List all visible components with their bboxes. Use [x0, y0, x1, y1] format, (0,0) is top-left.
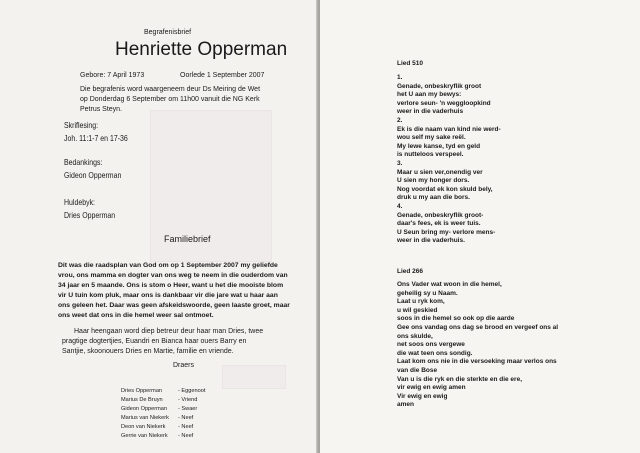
hymn-2-title: Lied 266	[397, 268, 424, 275]
bearer-relation: - Neef	[178, 433, 194, 439]
hymn-line: wou self my sake reël.	[397, 134, 466, 142]
survivor-line-3: Santjie, skoonouers Dries en Martie, familie en vriende.	[62, 348, 234, 355]
hymn-1-title: Lied 510	[397, 60, 424, 67]
hymn-line: Laat u ryk kom,	[397, 298, 445, 306]
hymn-line: Maar u sien ver,onendig ver	[397, 168, 483, 176]
hymn-line: daar's fees, ek is weer tuis.	[397, 220, 481, 228]
birth-date: Gebore: 7 April 1973	[80, 72, 145, 79]
right-page	[320, 0, 640, 453]
hymn-line: 4.	[397, 202, 403, 210]
hymn-line: Van u is die ryk en die sterkte en die ere,	[397, 375, 523, 383]
hymn-line: van die Bose	[397, 366, 438, 374]
bearer-name: Gerrie van Niekerk	[121, 433, 168, 439]
hymn-2-text	[397, 281, 558, 410]
scripture-value: Joh. 11:1-7 en 17-36	[64, 133, 128, 143]
bearer-name: Gideon Opperman	[121, 406, 168, 412]
hymn-line: Gee ons vandag ons dag se brood en vergeef ons al	[397, 323, 559, 331]
hymn-line: U Seun bring my- verlore mens-	[397, 228, 496, 236]
hymn-line: 1.	[397, 74, 403, 81]
hymn-line: het U aan my bewys:	[397, 91, 462, 99]
tribute-label: Huldebyk:	[64, 197, 96, 207]
hymn-line: vir ewig en ewig amen	[397, 384, 466, 392]
family-letter-title: Familiebrief	[164, 234, 211, 244]
letter-line-6: ons weet dat ons in die hemel weer sal ontmoet.	[58, 312, 214, 319]
funeral-line-3: Petrus Steyn.	[80, 106, 123, 113]
hymn-line: weer in die vaderhuis	[397, 108, 464, 116]
hymn-1-text	[397, 74, 501, 246]
bearer-relation: - Swaer	[178, 406, 198, 412]
hymn-line: Laat kom ons nie in die versoeking maar verlos ons	[397, 358, 557, 366]
bearer-relation: - Neef	[178, 415, 194, 421]
hymn-line: 3.	[397, 159, 403, 167]
hymn-line: verlore seun- 'n weggloopkind	[397, 99, 491, 107]
hymn-line: U sien my honger dors.	[397, 177, 470, 185]
death-date: Oorlede 1 September 2007	[180, 72, 265, 79]
hymn-line: geheilig sy u Naam.	[397, 289, 458, 297]
letter-line-4: vir U tuin kom pluk, maar ons is dankbaar vir die jare wat u haar aan	[58, 292, 278, 299]
survivor-line-1: Haar heengaan word diep betreur deur haar man Dries, twee	[74, 328, 264, 335]
bearer-relation: - Vriend	[178, 397, 198, 403]
thanks-label: Bedankings:	[64, 157, 103, 167]
signature-show-through	[222, 365, 286, 389]
bearers-title: Draers	[173, 362, 195, 369]
hymn-line: Ons Vader wat woon in die hemel,	[397, 281, 502, 288]
letter-line-2: vrou, ons mamma en dogter van ons weg te neem in die ouderdom van	[58, 272, 288, 279]
letter-line-5: ons geleen het. Daar was geen afskeidswoorde, geen laaste groet, maar	[58, 302, 290, 309]
letter-line-1: Dit was die raadsplan van God om op 1 September 2007 my geliefde	[58, 262, 278, 269]
bearer-relation: - Eggenoot	[178, 388, 206, 394]
hymn-line: is nutteloos verspeel.	[397, 151, 464, 159]
hymn-line: ons skulde,	[397, 332, 433, 340]
hymn-line: Genade, onbeskryflik groot-	[397, 211, 484, 219]
funeral-line-1: Die begrafenis word waargeneem deur Ds Meiring de Wet	[80, 86, 261, 93]
tribute-value: Dries Opperman	[64, 210, 116, 220]
bearer-relation: - Neef	[178, 424, 194, 430]
hymn-line: amen	[397, 401, 414, 409]
scripture-label: Skriflesing:	[64, 120, 99, 130]
bearer-name: Marius De Bruyn	[121, 397, 163, 403]
hymn-line: 2.	[397, 116, 403, 124]
thanks-value: Gideon Opperman	[64, 170, 122, 180]
document-header: Begrafenisbrief	[144, 29, 192, 36]
left-page	[0, 0, 318, 453]
hymn-line: Genade, onbeskryflik groot	[397, 82, 482, 90]
funeral-line-2: op Donderdag 6 September om 11h00 vanuit die NG Kerk	[80, 96, 260, 103]
hymn-line: die wat teen ons sondig.	[397, 349, 473, 357]
hymn-line: Nog voordat ek kon skuld bely,	[397, 185, 493, 193]
hymn-line: u wil geskied	[397, 306, 438, 314]
bearer-name: Marius van Niekerk	[121, 415, 169, 421]
hymn-line: Vir ewig en ewig	[397, 392, 448, 400]
hymn-line: weer in die vaderhuis.	[397, 237, 465, 245]
hymn-line: Ek is die naam van kind nie werd-	[397, 125, 501, 133]
hymn-line: My lewe kanse, tyd en geld	[397, 142, 481, 150]
hymn-line: net soos ons vergewe	[397, 341, 465, 349]
survivor-line-2: pragtige dogtertjies, Euandri en Bianca haar ouers Barry en	[62, 338, 247, 345]
bearer-name: Deon van Niekerk	[121, 424, 166, 430]
hymn-line: soos in die hemel so ook op die aarde	[397, 315, 515, 323]
deceased-name: Henriette Opperman	[115, 39, 288, 60]
bearer-name: Dries Opperman	[121, 388, 163, 394]
hymn-line: druk u my aan die bors.	[397, 194, 470, 202]
letter-line-3: 34 jaar en 5 maande. Ons is stom o Heer, want u het die mooiste blom	[58, 282, 284, 289]
